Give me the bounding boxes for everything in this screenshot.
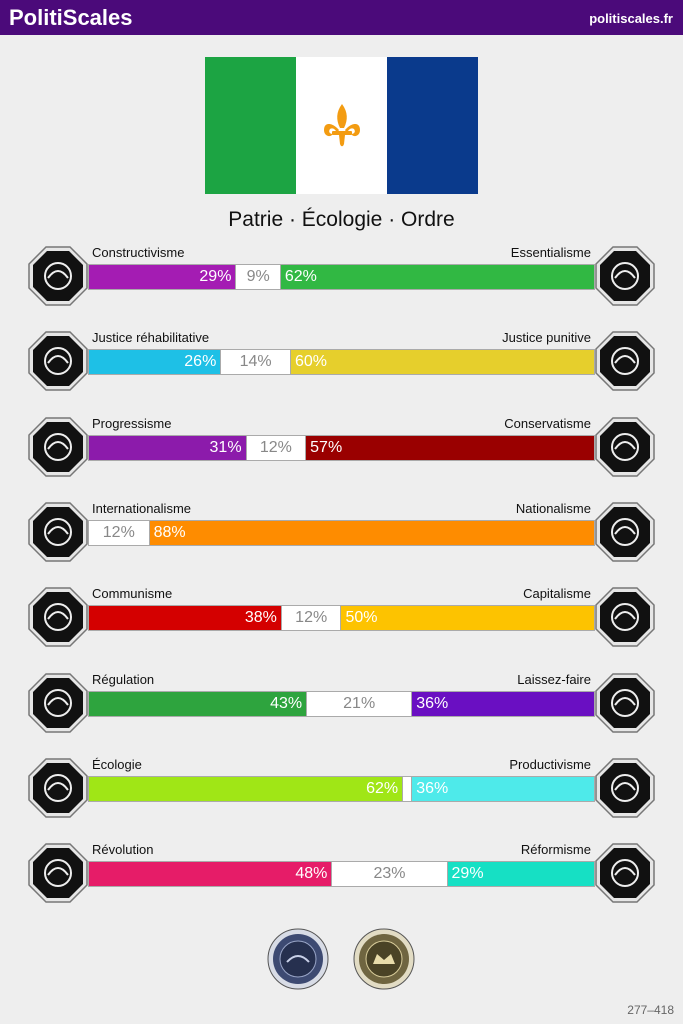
axis-bar xyxy=(88,776,595,802)
axis-left-label: Progressisme xyxy=(92,415,172,431)
axis-row xyxy=(28,587,655,651)
axis-right-label: Conservatisme xyxy=(504,415,591,431)
axis-left-label: Constructivisme xyxy=(92,245,185,260)
axis-neutral-segment: 12% xyxy=(89,521,150,545)
axis-right-label: Nationalisme xyxy=(515,500,591,516)
site-link[interactable]: politiscales.fr xyxy=(589,11,673,26)
axis-left-segment: 29% xyxy=(89,265,235,289)
flag-stripe-left xyxy=(205,57,296,194)
money-bag-icon xyxy=(595,587,655,647)
constructivism-icon xyxy=(28,246,88,306)
axis-left-segment: 26% xyxy=(89,350,220,374)
globe-icon xyxy=(28,502,88,562)
flag-stripe-middle xyxy=(296,57,387,194)
axis-left-segment: 31% xyxy=(89,436,246,460)
axis-right-label: Essentialisme xyxy=(510,245,591,260)
axis-bar xyxy=(88,520,595,546)
axis-row xyxy=(28,331,655,395)
axis-left-segment: 48% xyxy=(89,862,331,886)
footer-code: 277–418 xyxy=(627,1003,674,1017)
regulation-icon xyxy=(28,673,88,733)
axis-bar xyxy=(88,349,595,375)
essentialism-icon xyxy=(595,246,655,306)
axis-row xyxy=(28,673,655,737)
axis-left-label: Internationalisme xyxy=(92,500,191,516)
axis-row xyxy=(28,502,655,566)
axis-row xyxy=(28,246,655,310)
axis-neutral-segment: 12% xyxy=(281,606,342,630)
reformism-icon xyxy=(595,843,655,903)
axis-left-label: Régulation xyxy=(92,671,155,687)
axis-bar xyxy=(88,264,595,290)
seal-blue-icon xyxy=(267,928,329,990)
prison-bars-icon xyxy=(595,331,655,391)
axis-bar xyxy=(88,861,595,887)
achievement-seals xyxy=(0,928,683,992)
flag-icon xyxy=(595,502,655,562)
axis-bar xyxy=(88,691,595,717)
factory-icon xyxy=(595,758,655,818)
seal-gold-icon xyxy=(353,928,415,990)
axis-row xyxy=(28,843,655,907)
axis-right-label: Justice punitive xyxy=(502,330,591,346)
top-bar xyxy=(0,0,683,35)
axis-right-segment: 36% xyxy=(412,692,594,716)
ecology-icon xyxy=(28,758,88,818)
handshake-icon xyxy=(28,331,88,391)
axis-right-label: Réformisme xyxy=(520,842,591,858)
result-slogan: Patrie · Écologie · Ordre xyxy=(228,208,455,231)
axis-left-segment: 62% xyxy=(89,777,402,801)
axis-right-segment: 36% xyxy=(412,777,594,801)
axis-right-segment: 50% xyxy=(341,606,594,630)
axis-right-segment: 29% xyxy=(448,862,594,886)
conservatism-icon xyxy=(595,417,655,477)
progressism-icon xyxy=(28,417,88,477)
axis-left-segment: 38% xyxy=(89,606,281,630)
laissez-faire-icon xyxy=(595,673,655,733)
axis-neutral-segment: 21% xyxy=(306,692,412,716)
axis-row xyxy=(28,417,655,481)
axis-neutral-segment: 14% xyxy=(220,350,291,374)
axis-right-segment: 88% xyxy=(150,521,594,545)
axis-left-label: Communisme xyxy=(92,586,173,602)
axis-right-segment: 62% xyxy=(281,265,594,289)
axis-bar xyxy=(88,605,595,631)
axis-right-label: Capitalisme xyxy=(523,586,591,602)
revolution-icon xyxy=(28,843,88,903)
axis-right-label: Laissez-faire xyxy=(517,671,591,687)
flag-stripe-right xyxy=(387,57,478,194)
fleur-de-lis-icon xyxy=(322,102,362,150)
axis-row xyxy=(28,758,655,822)
axis-left-segment: 43% xyxy=(89,692,306,716)
axis-bar xyxy=(88,435,595,461)
axis-left-label: Révolution xyxy=(92,842,154,858)
axis-right-label: Productivisme xyxy=(509,756,591,772)
axis-right-segment: 57% xyxy=(306,436,594,460)
axis-neutral-segment: 23% xyxy=(331,862,447,886)
hammer-sickle-icon xyxy=(28,587,88,647)
axis-right-segment: 60% xyxy=(291,350,594,374)
result-flag xyxy=(205,57,478,194)
axis-neutral-segment xyxy=(402,777,412,801)
axis-left-label: Écologie xyxy=(92,756,142,772)
brand-title[interactable]: PolitiScales xyxy=(9,5,133,30)
axis-neutral-segment: 9% xyxy=(235,265,280,289)
axis-neutral-segment: 12% xyxy=(246,436,307,460)
axis-left-label: Justice réhabilitative xyxy=(92,330,210,346)
